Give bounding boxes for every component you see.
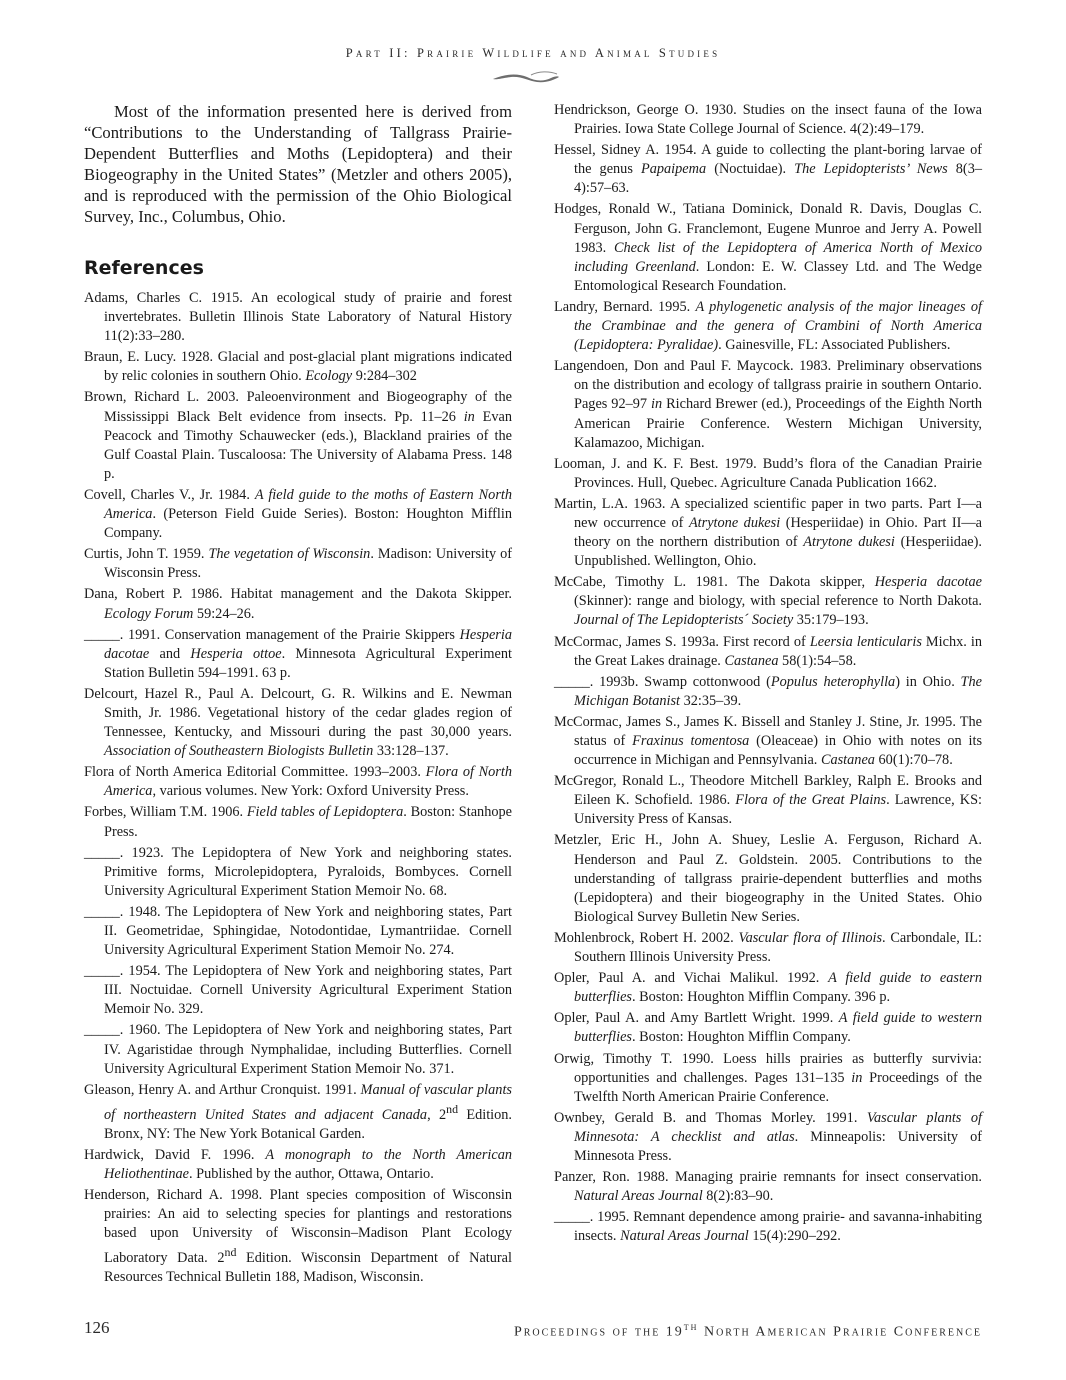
reference-text: Opler, Paul A. and Vichai Malikul. 1992. xyxy=(554,970,829,987)
reference-text: Adams, Charles C. 1915. An ecological study of prairie and forest invertebrates. Bulletin Illinois State Laboratory of Natural History 11(2):33–280. xyxy=(84,290,512,345)
italic-text: Hesperia dacotae xyxy=(874,574,982,591)
reference-entry xyxy=(554,200,982,295)
reference-entry xyxy=(84,763,512,801)
reference-text: Panzer, Ron. 1988. Managing prairie remnants for insect conservation. xyxy=(554,1169,982,1186)
reference-text: Hardwick, David F. 1996. xyxy=(84,1146,266,1163)
reference-text: Hodges, Ronald W., Tatiana Dominick, Donald R. Davis, Douglas C. Ferguson, John G. Franclemont, Eugene Munroe and Jerry A. Powell 1983. xyxy=(554,201,982,256)
italic-text: Vascular plants of Minnesota: A checklist and atlas xyxy=(574,1109,982,1145)
reference-text: Langendoen, Don and Paul F. Maycock. 1983. Preliminary observations on the distribution and ecology of tallgrass prairie in southern Ontario. Pages 92–97 xyxy=(554,358,982,413)
reference-text: and xyxy=(149,645,191,662)
italic-text: Hesperia dacotae xyxy=(104,626,512,662)
reference-text: _____. 1993b. Swamp cottonwood ( xyxy=(554,673,771,690)
reference-entry xyxy=(554,357,982,452)
italic-text: Castanea xyxy=(724,652,779,669)
reference-text: 9:284–302 xyxy=(352,368,417,385)
reference-text: ) in Ohio. xyxy=(895,673,961,690)
reference-text: McGregor, Ronald L., Theodore Mitchell Barkley, Ralph E. Brooks and Eileen K. Schofield. 1986. xyxy=(554,773,982,809)
reference-entry xyxy=(84,289,512,346)
reference-text: . Minneapolis: University of Minnesota Press. xyxy=(574,1128,982,1164)
reference-text: Curtis, John T. 1959. xyxy=(84,546,209,563)
reference-entry xyxy=(84,1081,512,1144)
reference-text: 8(3–4):57–63. xyxy=(574,161,982,197)
reference-entry xyxy=(84,388,512,483)
right-column xyxy=(554,101,982,1248)
reference-text: 59:24–26. xyxy=(193,605,255,622)
reference-text: 33:128–137. xyxy=(373,743,449,760)
italic-text: in xyxy=(651,396,663,413)
italic-text: Association of Southeastern Biologists Bulletin xyxy=(104,743,374,760)
reference-text: 32:35–39. xyxy=(680,692,742,709)
reference-entry xyxy=(554,1109,982,1166)
reference-text: (Skinner): range and biology, with special reference to North Dakota. xyxy=(574,593,982,610)
reference-text: Flora of North America Editorial Committee. 1993–2003. xyxy=(84,764,426,781)
italic-text: The vegetation of Wisconsin xyxy=(208,546,371,563)
reference-text: _____. 1954. The Lepidoptera of New York and neighboring states, Part III. Noctuidae. Cornell University Agricultural Experiment Station Memoir No. 329. xyxy=(84,963,512,1018)
reference-text: Mohlenbrock, Robert H. 2002. xyxy=(554,929,739,946)
italic-text: Ecology Forum xyxy=(104,605,194,622)
italic-text: A phylogenetic analysis of the major lineages of the Crambinae and the genera of Crambini of North America (Lepidoptera: Pyralidae) xyxy=(574,298,982,354)
left-column xyxy=(84,101,512,1289)
reference-text: Ownbey, Gerald B. and Thomas Morley. 1991. xyxy=(554,1109,867,1126)
reference-entry xyxy=(84,903,512,960)
reference-text: 58(1):54–58. xyxy=(778,652,857,669)
reference-text: _____. 1991. Conservation management of the Prairie Skippers xyxy=(84,626,460,643)
reference-text: Brown, Richard L. 2003. Paleoenvironment and Biogeography of the Mississippi Black Belt evidence from insects. Pp. 11–26 xyxy=(84,389,512,425)
reference-text: Edition. Wisconsin Department of Natural Resources Technical Bulletin 188, Madison, Wisconsin. xyxy=(104,1250,512,1286)
reference-entry xyxy=(554,713,982,770)
italic-text: Atrytone dukesi xyxy=(688,514,781,531)
italic-text: Hesperia ottoe xyxy=(190,645,282,662)
reference-entry xyxy=(554,573,982,630)
reference-text: 60(1):70–78. xyxy=(874,752,953,769)
footer-title-suffix: North American Prairie Conference xyxy=(698,1324,982,1340)
reference-entry xyxy=(554,1050,982,1107)
italic-text: Journal of The Lepidopterists´ Society xyxy=(574,612,794,629)
superscript: nd xyxy=(224,1245,237,1260)
reference-entry xyxy=(84,1021,512,1078)
reference-text: 8(2):83–90. xyxy=(702,1188,774,1205)
italic-text: Atrytone dukesi xyxy=(803,534,895,551)
reference-text: . London: E. W. Classey Ltd. and The Wedge Entomological Research Foundation. xyxy=(574,258,982,294)
reference-text: Looman, J. and K. F. Best. 1979. Budd’s flora of the Canadian Prairie Provinces. Hull, Quebec. Agriculture Canada Publication 1662. xyxy=(554,455,982,491)
reference-text: _____. 1923. The Lepidoptera of New York and neighboring states. Primitive forms, Microlepidoptera, Pyraloids, Bombyces. Cornell University Agricultural Experiment Station Memoir No. 68. xyxy=(84,844,512,899)
italic-text: Field tables of Lepidoptera xyxy=(246,804,404,821)
reference-text: Delcourt, Hazel R., Paul A. Delcourt, G. R. Wilkins and E. Newman Smith, Jr. 1986. Vegetational history of the cedar glades region of Tennessee, Kentucky, and Missouri during the past 30,000 years. xyxy=(84,685,512,741)
italic-text: in xyxy=(463,408,475,425)
reference-text: McCabe, Timothy L. 1981. The Dakota skipper, xyxy=(554,574,875,591)
reference-list-right xyxy=(554,101,982,1246)
superscript: nd xyxy=(446,1101,459,1116)
reference-entry xyxy=(554,455,982,493)
reference-text: . Boston: Houghton Mifflin Company. 396 p. xyxy=(631,989,891,1006)
reference-text: Covell, Charles V., Jr. 1984. xyxy=(84,486,255,503)
reference-text: . Published by the author, Ottawa, Ontario. xyxy=(188,1165,434,1182)
reference-entry xyxy=(554,1009,982,1047)
italic-text: Vascular flora of Illinois xyxy=(738,929,883,946)
reference-text: 15(4):290–292. xyxy=(748,1228,841,1245)
reference-text: Gleason, Henry A. and Arthur Cronquist. 1991. xyxy=(84,1081,361,1098)
italic-text: Natural Areas Journal xyxy=(620,1228,749,1245)
reference-text: Evan Peacock and Timothy Schauwecker (eds.), Blackland prairies of the Gulf Coastal Plain. Tuscaloosa: The University of Alabama Press. 148 p. xyxy=(104,408,513,482)
reference-text: Braun, E. Lucy. 1928. Glacial and post-glacial plant migrations indicated by relic colonies in southern Ohio. xyxy=(84,349,512,385)
reference-entry xyxy=(554,1168,982,1206)
reference-entry xyxy=(554,929,982,967)
reference-text: Hessel, Sidney A. 1954. A guide to collecting the plant-boring larvae of the genus xyxy=(554,142,982,178)
references-heading: References xyxy=(84,257,204,279)
reference-entry xyxy=(554,772,982,829)
reference-entry xyxy=(554,831,982,926)
italic-text: Manual of vascular plants of northeastern United States and adjacent Canada xyxy=(104,1081,512,1123)
footer-title xyxy=(514,1320,982,1341)
reference-text: , 2 xyxy=(427,1106,447,1123)
reference-text: . (Peterson Field Guide Series). Boston: Houghton Mifflin Company. xyxy=(104,506,512,542)
reference-entry xyxy=(84,1186,512,1287)
italic-text: A field guide to eastern butterflies xyxy=(574,970,983,1006)
reference-entry xyxy=(84,585,512,623)
reference-text: (Oleaceae) in Ohio with notes on its occurrence in Michigan and Pennsylvania. xyxy=(574,733,983,769)
reference-text: . Boston: Stanhope Press. xyxy=(104,804,512,840)
reference-text: Richard Brewer (ed.), Proceedings of the Eighth North American Prairie Conference. Western Michigan University, Kalamazoo, Michigan. xyxy=(574,396,982,451)
reference-entry xyxy=(554,298,982,355)
reference-entry xyxy=(554,673,982,711)
reference-entry xyxy=(84,626,512,683)
running-head: Part II: Prairie Wildlife and Animal Studies xyxy=(345,46,721,60)
reference-text: McCormac, James S., James K. Bissell and Stanley J. Stine, Jr. 1995. The status of xyxy=(554,713,982,749)
reference-text: 35:179–193. xyxy=(793,612,869,629)
italic-text: Ecology xyxy=(305,368,353,385)
italic-text: Check list of the Lepidoptera of America North of Mexico including Greenland xyxy=(574,239,982,275)
reference-text: (Hesperiidae) in Ohio. Part II—a theory on the northern distribution of xyxy=(574,514,982,551)
reference-entry xyxy=(554,969,982,1007)
italic-text: A monograph to the North American Heliothentinae xyxy=(104,1146,513,1182)
italic-text: Flora of North America xyxy=(104,764,512,800)
reference-entry xyxy=(554,633,982,671)
reference-text: . Madison: University of Wisconsin Press. xyxy=(104,546,512,582)
reference-text: _____. 1948. The Lepidoptera of New York and neighboring states, Part II. Geometridae, Sphingidae, Notodontidae, Lymantriidae. Cornell University Agricultural Experiment Station Memoir No. 274. xyxy=(84,903,512,959)
reference-entry xyxy=(84,486,512,543)
italic-text: Castanea xyxy=(820,752,875,769)
reference-text: Henderson, Richard A. 1998. Plant species composition of Wisconsin prairies: An aid to selecting species for plantings and restorations based upon University of Wisconsin–Madison Plant Ecology Laboratory Data. 2 xyxy=(84,1186,512,1267)
reference-entry xyxy=(84,803,512,841)
reference-text: Michx. in the Great Lakes drainage. xyxy=(574,633,983,669)
italic-text: The Michigan Botanist xyxy=(574,673,982,709)
reference-entry xyxy=(84,348,512,386)
intro-paragraph: Most of the information presented here is derived from “Contributions to the Understanding of Tallgrass Prairie-Dependent Butterflies and Moths (Lepidoptera) and their Biogeography in the United States” (Metzler and others 2005), and is reproduced with the permission of the Ohio Biological Survey, Inc., Columbus, Ohio. xyxy=(84,102,512,226)
reference-entry xyxy=(84,844,512,901)
reference-text: _____. 1995. Remnant dependence among prairie- and savanna-inhabiting insects. xyxy=(554,1209,982,1245)
footer-title-prefix: Proceedings of the 19 xyxy=(513,1324,684,1340)
reference-text: (Noctuidae). xyxy=(706,161,795,178)
reference-text: Dana, Robert P. 1986. Habitat management and the Dakota Skipper. xyxy=(84,586,512,603)
reference-text: Edition. Bronx, NY: The New York Botanical Garden. xyxy=(104,1106,513,1142)
italic-text: Natural Areas Journal xyxy=(574,1188,703,1205)
reference-text: _____. 1960. The Lepidoptera of New York and neighboring states, Part IV. Agaristidae through Nymphalidae, including Butterflies. Cornell University Agricultural Experiment Station Memoir No. 371. xyxy=(84,1022,512,1077)
reference-list-left xyxy=(84,289,512,1287)
reference-text: Proceedings of the Twelfth North American Prairie Conference. xyxy=(574,1069,982,1105)
reference-entry xyxy=(84,545,512,583)
reference-entry xyxy=(84,962,512,1019)
footer-title-sup: th xyxy=(683,1320,699,1333)
italic-text: A field guide to the moths of Eastern North America xyxy=(104,486,512,523)
reference-text: Hendrickson, George O. 1930. Studies on the insect fauna of the Iowa Prairies. Iowa State College Journal of Science. 4(2):49–179. xyxy=(554,102,982,138)
ornament-flourish-icon xyxy=(491,70,561,86)
italic-text: Flora of the Great Plains xyxy=(735,792,887,809)
italic-text: Papaipema xyxy=(640,161,707,178)
reference-entry xyxy=(554,1208,982,1246)
reference-text: Orwig, Timothy T. 1990. Loess hills prairies as butterfly survivia: opportunities and challenges. Pages 131–135 xyxy=(554,1050,982,1086)
reference-text: Opler, Paul A. and Amy Bartlett Wright. 1999. xyxy=(554,1010,839,1027)
reference-text: Martin, L.A. 1963. A specialized scientific paper in two parts. Part I—a new occurrence of xyxy=(554,495,982,531)
reference-text: (Hesperiidae). Unpublished. Wellington, Ohio. xyxy=(574,534,982,570)
reference-entry xyxy=(554,495,982,571)
reference-text: Forbes, William T.M. 1906. xyxy=(84,804,247,821)
page-number: 126 xyxy=(84,1318,110,1337)
italic-text: Leersia lenticularis xyxy=(809,633,922,650)
reference-entry xyxy=(84,685,512,761)
reference-text: . Carbondale, IL: Southern Illinois University Press. xyxy=(574,929,982,966)
reference-text: . Boston: Houghton Mifflin Company. xyxy=(631,1029,851,1046)
italic-text: The Lepidopterists’ News xyxy=(794,161,948,178)
reference-entry xyxy=(554,101,982,139)
reference-text: Metzler, Eric H., John A. Shuey, Leslie A. Ferguson, Richard A. Henderson and Paul Z. Goldstein. 2005. Contributions to the understanding of tallgrass prairie-dependent butterflies and moths (Lepidoptera) and their biogeography in the United States. Ohio Biological Survey Bulletin New Series. xyxy=(554,832,982,925)
reference-entry xyxy=(84,1146,512,1184)
italic-text: A field guide to western butterflies xyxy=(574,1010,983,1046)
italic-text: Fraxinus tomentosa xyxy=(632,733,750,749)
reference-entry xyxy=(554,141,982,198)
italic-text: in xyxy=(851,1069,863,1086)
reference-text: McCormac, James S. 1993a. First record of xyxy=(554,633,810,650)
reference-text: , various volumes. New York: Oxford University Press. xyxy=(152,783,469,800)
reference-text: . Minnesota Agricultural Experiment Station Bulletin 594–1991. 63 p. xyxy=(104,645,513,681)
italic-text: Populus heterophylla xyxy=(770,673,896,690)
reference-text: . Lawrence, KS: University Press of Kansas. xyxy=(574,792,982,828)
reference-text: Landry, Bernard. 1995. xyxy=(554,298,696,315)
reference-text: . Gainesville, FL: Associated Publishers. xyxy=(718,337,951,354)
